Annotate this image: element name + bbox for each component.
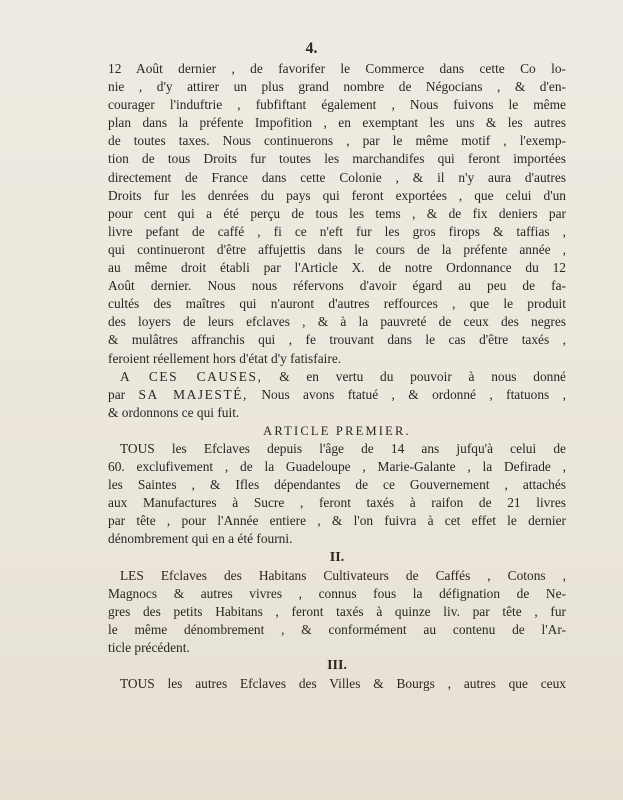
text-line: plan dans la préfente Impofition , en exemptant les uns & les autres — [108, 115, 566, 131]
article-2 — [108, 567, 566, 657]
text-line: directement de France dans cette Colonie , & il n'y aura d'autres — [108, 169, 566, 185]
article-heading: ARTICLE PREMIER. — [263, 423, 411, 438]
causes-text: Nous avons ftatué , & ordonné , ftatuons , — [248, 386, 566, 402]
text-line — [108, 368, 566, 386]
text-line: au même droit établi par l'Article X. de notre Ordonnance du 12 — [108, 260, 566, 276]
text-line: 12 Août dernier , de favorifer le Commerce dans cette Co lo- — [108, 61, 566, 76]
text-line: le même dénombrement , & conformément au contenu de l'Ar- — [108, 621, 566, 637]
text-line — [108, 386, 566, 404]
text-line: livre pefant de caffé , fi ce n'eft fur les gros firops & taffias , — [108, 223, 566, 239]
text-line: TOUS les autres Efclaves des Villes & Bourgs , autres que ceux — [120, 676, 566, 692]
text-line: cultés des maîtres qui n'auront d'autres reffources , que le produit — [108, 296, 566, 312]
text-line: gres des petits Habitans , feront taxés à quinze liv. par tête , fur — [108, 603, 566, 619]
causes-text: par — [108, 386, 139, 402]
text-line: nie , d'y attirer un plus grand nombre de Négocians , & d'en- — [108, 79, 566, 95]
majeste-text: SA MAJESTÉ, — [138, 386, 248, 402]
article-1 — [108, 440, 566, 549]
text-line: tion de tous Droits fur toutes les marchandifes qui feront importées — [108, 151, 566, 167]
text-line: Magnocs & autres vivres , connus fous la défignation de Ne- — [108, 585, 566, 601]
section-number: III. — [327, 658, 347, 674]
text-line: dénombrement qui en a été fourni. — [108, 531, 293, 547]
text-line: pour cent qui a été perçu de tous les tems , & de fix deniers par — [108, 205, 566, 221]
document-body — [108, 60, 566, 693]
causes-text: & en vertu du pouvoir à nous donné — [262, 368, 566, 384]
text-line: & ordonnons ce qui fuit. — [108, 404, 240, 420]
causes-paragraph — [108, 368, 566, 422]
intro-paragraph — [108, 60, 566, 368]
text-line: TOUS les Efclaves depuis l'âge de 14 ans jufqu'à celui de — [120, 440, 566, 456]
section-number: II. — [329, 549, 345, 565]
text-line: & mulâtres affranchis qui , fe trouvant dans le cas d'être taxés , — [108, 332, 566, 348]
text-line: les Saintes , & Ifles dépendantes de ce Gouvernement , attachés — [108, 477, 566, 493]
text-line: ticle précédent. — [108, 640, 190, 655]
text-line: courager l'induftrie , fubfiftant également , Nous fuivons le même — [108, 97, 566, 113]
text-line: des loyers de leurs efclaves , & à la pauvreté de ceux des negres — [108, 314, 566, 330]
text-line: qui continueront d'être affujettis dans le cours de la préfente année , — [108, 241, 566, 257]
text-line: LES Efclaves des Habitans Cultivateurs de Caffés , Cotons , — [120, 567, 566, 583]
causes-lead: A CES CAUSES, — [120, 368, 263, 384]
text-line: de toutes taxes. Nous continuerons , par le même motif , l'exemp- — [108, 133, 566, 149]
text-line: par tête , pour l'Année entiere , & l'on fuivra à cet effet le dernier — [108, 513, 566, 529]
text-line: feroient réellement hors d'état d'y fatisfaire. — [108, 350, 342, 366]
text-line: aux Manufactures à Sucre , feront taxés à raifon de 21 livres — [108, 495, 566, 511]
text-line: Droits fur les denrées du pays qui feront exportées , que celui d'un — [108, 187, 566, 203]
page-number: 4. — [305, 40, 318, 57]
text-line: 60. exclufivement , de la Guadeloupe , Marie-Galante , la Defirade , — [108, 459, 566, 475]
text-line: Août dernier. Nous nous réfervons d'avoir égard au peu de fa- — [108, 278, 566, 294]
article-3 — [108, 675, 566, 693]
